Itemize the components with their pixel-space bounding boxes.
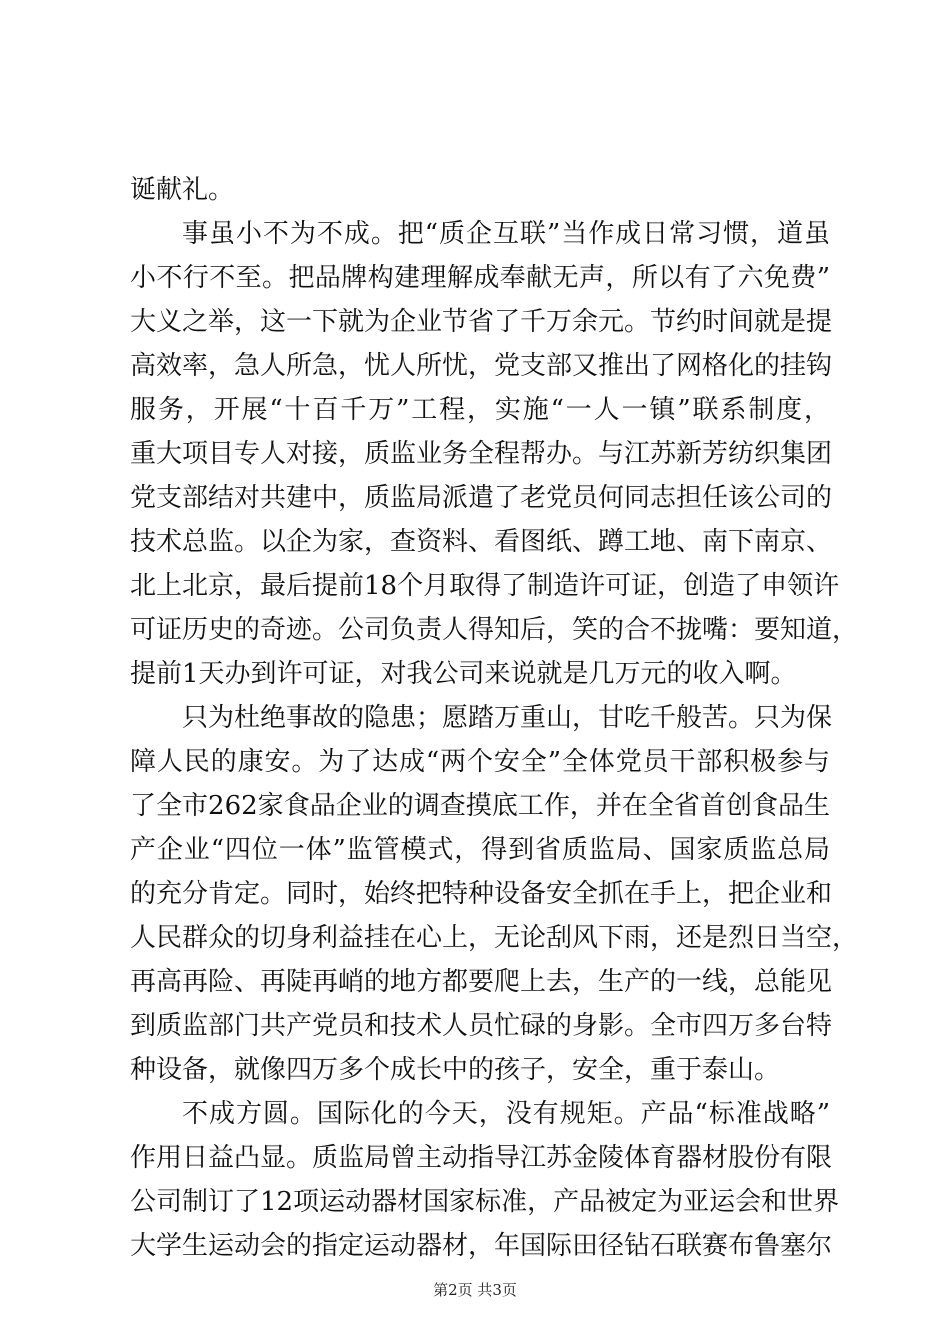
text-line: 的充分肯定。同时，始终把特种设备安全抓在手上，把企业和 xyxy=(130,879,833,909)
text-line: 服务，开展“十百千万”工程，实施“一人一镇”联系制度， xyxy=(130,395,830,425)
text-line: 再高再险、再陡再峭的地方都要爬上去，生产的一线，总能见 xyxy=(130,967,833,997)
text-line: 产企业“四位一体”监管模式，得到省质监局、国家质监总局 xyxy=(130,835,830,865)
text-line: 人民群众的切身利益挂在心上，无论刮风下雨，还是烈日当空， xyxy=(130,923,859,953)
text-line: 只为杜绝事故的隐患；愿踏万重山，甘吃千般苦。只为保 xyxy=(182,703,833,733)
page-number-footer: 第2页 共3页 xyxy=(433,1281,517,1299)
text-line: 到质监部门共产党员和技术人员忙碌的身影。全市四万多台特 xyxy=(130,1011,833,1041)
text-line: 大学生运动会的指定运动器材，年国际田径钻石联赛布鲁塞尔 xyxy=(130,1231,833,1261)
text-line: 北上北京，最后提前18个月取得了制造许可证，创造了申领许 xyxy=(130,571,840,601)
text-line: 可证历史的奇迹。公司负责人得知后，笑的合不拢嘴：要知道， xyxy=(130,615,859,645)
text-line: 障人民的康安。为了达成“两个安全”全体党员干部积极参与 xyxy=(130,747,830,777)
text-line: 作用日益凸显。质监局曾主动指导江苏金陵体育器材股份有限 xyxy=(130,1143,833,1173)
text-line: 重大项目专人对接，质监业务全程帮办。与江苏新芳纺织集团 xyxy=(130,439,833,469)
text-line: 技术总监。以企为家，查资料、看图纸、蹲工地、南下南京、 xyxy=(130,527,833,557)
text-line: 不成方圆。国际化的今天，没有规矩。产品“标准战略” xyxy=(182,1099,830,1129)
text-line: 事虽小不为不成。把“质企互联”当作成日常习惯，道虽 xyxy=(182,219,830,249)
text-line: 公司制订了12项运动器材国家标准，产品被定为亚运会和世界 xyxy=(130,1187,840,1217)
text-line: 高效率，急人所急，忧人所忧，党支部又推出了网格化的挂钩 xyxy=(130,351,833,381)
text-line: 诞献礼。 xyxy=(130,175,235,205)
text-line: 了全市262家食品企业的调查摸底工作，并在全省首创食品生 xyxy=(130,791,830,821)
text-line: 提前1天办到许可证，对我公司来说就是几万元的收入啊。 xyxy=(130,659,797,689)
text-line: 党支部结对共建中，质监局派遣了老党员何同志担任该公司的 xyxy=(130,483,833,513)
text-line: 小不行不至。把品牌构建理解成奉献无声，所以有了六免费” xyxy=(130,263,830,293)
text-line: 种设备，就像四万多个成长中的孩子，安全，重于泰山。 xyxy=(130,1055,781,1085)
text-line: 大义之举，这一下就为企业节省了千万余元。节约时间就是提 xyxy=(130,307,833,337)
